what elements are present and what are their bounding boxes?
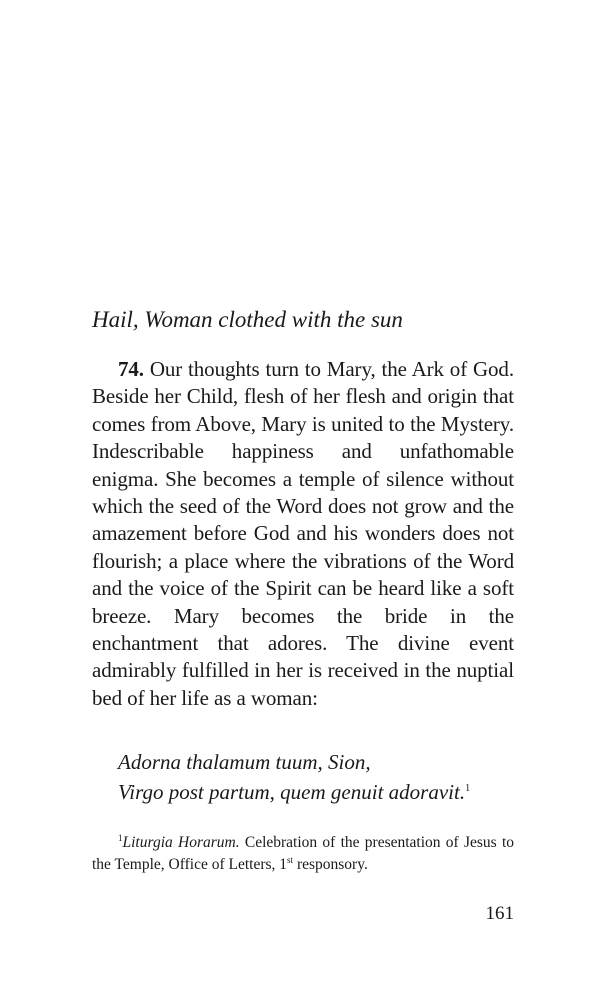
- footnote-ordinal-suffix: st: [287, 854, 294, 865]
- verse-line-1: Adorna thalamum tuum, Sion,: [118, 750, 371, 774]
- latin-verse: [118, 747, 514, 807]
- paragraph-number: 74.: [118, 357, 144, 381]
- paragraph-74: [92, 356, 514, 712]
- footnote-marker: 1: [118, 832, 123, 843]
- footnote-text-a: Celebration of the presentation of Jesus to the Temple, Office of Letters, 1: [92, 834, 514, 873]
- footnote-source: Liturgia Horarum.: [122, 834, 240, 851]
- footnote-reference: 1: [465, 783, 471, 794]
- paragraph-text: Our thoughts turn to Mary, the Ark of God. Beside her Child, flesh of her flesh and origin that comes from Above, Mary is united to the Mystery. Indescribable happiness and unfathomable enigma. She becomes a temple of silence without which the seed of the Word does not grow and the amazement before God and his wonders does not flourish; a place where the vibrations of the Word and the voice of the Spirit can be heard like a soft breeze. Mary becomes the bride in the enchantment that adores. The divine event admirably fulfilled in her is received in the nuptial bed of her life as a woman:: [92, 357, 514, 710]
- book-page: [92, 0, 514, 1000]
- footnote: [92, 832, 514, 875]
- page-number: 161: [485, 903, 514, 924]
- verse-line-2: [118, 777, 514, 807]
- verse-line-2-text: Virgo post partum, quem genuit adoravit.: [118, 780, 466, 804]
- footnote-text-b: responsory.: [293, 855, 368, 873]
- section-heading: Hail, Woman clothed with the sun: [92, 307, 403, 332]
